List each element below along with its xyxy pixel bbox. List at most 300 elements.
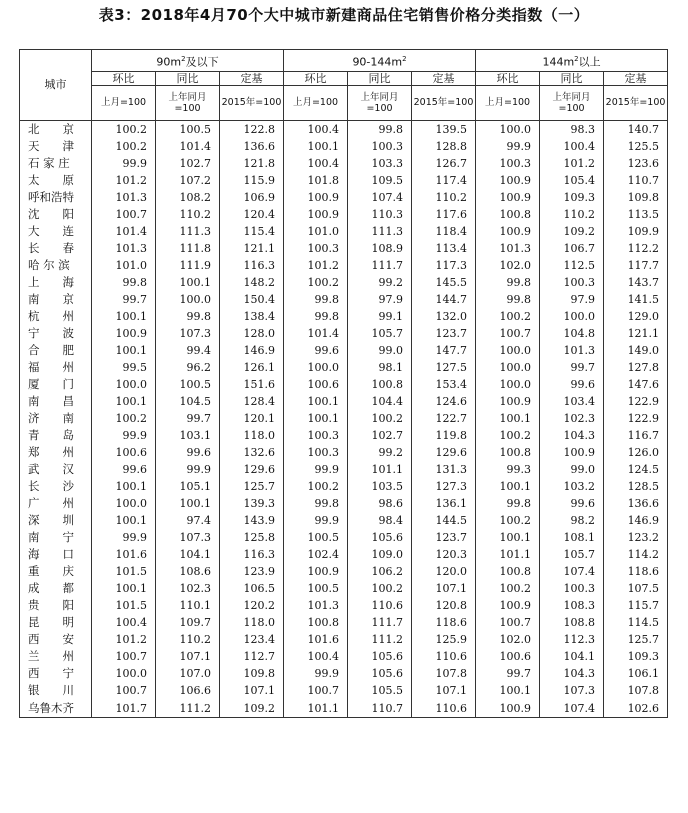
index-value: 104.5 [156,393,220,410]
index-value: 110.2 [540,206,604,223]
index-value: 111.2 [156,699,220,718]
index-value: 109.3 [604,648,668,665]
index-value: 98.2 [540,512,604,529]
index-value: 102.6 [604,699,668,718]
index-value: 100.5 [156,121,220,139]
city-name: 西 安 [20,631,92,648]
index-value: 125.7 [220,478,284,495]
index-value: 127.3 [412,478,476,495]
index-value: 107.4 [348,189,412,206]
index-value: 100.7 [92,682,156,699]
index-value: 100.1 [284,410,348,427]
index-value: 101.3 [284,597,348,614]
index-value: 121.1 [220,240,284,257]
index-value: 107.4 [540,699,604,718]
index-value: 100.7 [476,614,540,631]
index-value: 100.0 [92,665,156,682]
index-value: 104.3 [540,427,604,444]
index-value: 99.8 [284,495,348,512]
index-value: 124.6 [412,393,476,410]
index-value: 103.3 [348,155,412,172]
index-value: 118.4 [412,223,476,240]
index-value: 100.1 [476,682,540,699]
index-value: 100.4 [92,614,156,631]
index-value: 149.0 [604,342,668,359]
index-value: 140.7 [604,121,668,139]
index-value: 116.3 [220,546,284,563]
index-value: 105.7 [540,546,604,563]
index-value: 100.9 [476,189,540,206]
index-value: 100.2 [284,274,348,291]
index-value: 100.9 [540,444,604,461]
city-name: 上 海 [20,274,92,291]
price-index-table [19,49,668,718]
index-value: 125.9 [412,631,476,648]
index-value: 138.4 [220,308,284,325]
index-value: 107.1 [156,648,220,665]
city-name: 重 庆 [20,563,92,580]
index-value: 122.9 [604,410,668,427]
index-value: 117.4 [412,172,476,189]
index-value: 100.0 [92,376,156,393]
table-row [20,529,668,546]
index-value: 108.1 [540,529,604,546]
index-value: 114.5 [604,614,668,631]
index-value: 107.4 [540,563,604,580]
index-value: 100.4 [540,138,604,155]
index-value: 100.2 [476,308,540,325]
table-row [20,614,668,631]
index-value: 100.5 [284,529,348,546]
index-value: 107.3 [156,529,220,546]
index-value: 104.8 [540,325,604,342]
index-value: 102.4 [284,546,348,563]
index-value: 100.0 [540,308,604,325]
index-value: 99.8 [284,291,348,308]
city-column-header: 城市 [20,50,92,121]
index-value: 105.1 [156,478,220,495]
index-value: 100.8 [476,563,540,580]
index-value: 99.9 [92,155,156,172]
index-value: 108.8 [540,614,604,631]
index-value: 101.3 [92,240,156,257]
index-value: 100.2 [476,580,540,597]
index-value: 100.1 [156,274,220,291]
table-row [20,478,668,495]
index-value: 136.6 [604,495,668,512]
index-value: 101.2 [92,631,156,648]
index-value: 99.9 [284,461,348,478]
index-value: 100.1 [92,512,156,529]
index-value: 101.0 [284,223,348,240]
city-name: 合 肥 [20,342,92,359]
index-value: 102.3 [540,410,604,427]
index-value: 145.5 [412,274,476,291]
index-value: 97.4 [156,512,220,529]
index-value: 100.8 [348,376,412,393]
index-value: 99.2 [348,274,412,291]
index-value: 120.2 [220,597,284,614]
base-cell: 上年同月=100 [348,86,412,121]
index-value: 136.1 [412,495,476,512]
index-value: 120.8 [412,597,476,614]
index-value: 123.9 [220,563,284,580]
index-value: 121.1 [604,325,668,342]
index-value: 109.9 [604,223,668,240]
index-value: 100.0 [92,495,156,512]
index-value: 101.2 [92,172,156,189]
index-value: 99.8 [92,274,156,291]
city-name: 沈 阳 [20,206,92,223]
index-value: 99.9 [156,461,220,478]
table-row [20,291,668,308]
index-value: 104.3 [540,665,604,682]
index-value: 143.7 [604,274,668,291]
index-value: 117.7 [604,257,668,274]
city-name: 厦 门 [20,376,92,393]
index-value: 101.4 [284,325,348,342]
index-value: 112.7 [220,648,284,665]
index-value: 100.2 [348,580,412,597]
index-value: 100.1 [156,495,220,512]
index-value: 101.2 [540,155,604,172]
index-value: 100.7 [92,648,156,665]
group-header-144: $144m^2$以上 [476,50,668,72]
index-value: 100.2 [284,478,348,495]
subhead-cell: 同比 [348,72,412,86]
index-value: 123.6 [604,155,668,172]
index-value: 106.9 [220,189,284,206]
index-value: 105.6 [348,648,412,665]
table-row [20,189,668,206]
index-value: 117.3 [412,257,476,274]
index-value: 101.1 [284,699,348,718]
index-value: 124.5 [604,461,668,478]
index-value: 105.6 [348,665,412,682]
index-value: 107.1 [412,682,476,699]
index-value: 110.7 [604,172,668,189]
index-value: 100.9 [476,393,540,410]
index-value: 101.4 [156,138,220,155]
index-value: 143.9 [220,512,284,529]
index-value: 126.0 [604,444,668,461]
index-value: 99.9 [92,427,156,444]
group-header-90-144: $90-144m^2$ [284,50,476,72]
index-value: 110.1 [156,597,220,614]
index-value: 110.2 [156,631,220,648]
city-name: 成 都 [20,580,92,597]
index-value: 123.7 [412,325,476,342]
index-value: 117.6 [412,206,476,223]
subhead-cell: 环比 [92,72,156,86]
index-value: 109.8 [604,189,668,206]
table-row [20,580,668,597]
index-value: 99.9 [284,665,348,682]
table-row [20,308,668,325]
subhead-cell: 同比 [540,72,604,86]
table-row [20,325,668,342]
index-value: 99.8 [476,495,540,512]
index-value: 115.7 [604,597,668,614]
index-value: 99.7 [156,410,220,427]
index-value: 102.0 [476,631,540,648]
index-value: 127.5 [412,359,476,376]
index-value: 120.1 [220,410,284,427]
index-value: 110.2 [412,189,476,206]
city-name: 石 家 庄 [20,155,92,172]
table-row [20,240,668,257]
base-cell: 2015年=100 [604,86,668,121]
subhead-cell: 环比 [284,72,348,86]
base-cell: 上年同月=100 [540,86,604,121]
index-value: 101.4 [92,223,156,240]
table-row [20,359,668,376]
index-value: 99.7 [92,291,156,308]
index-value: 104.1 [540,648,604,665]
index-value: 128.5 [604,478,668,495]
index-value: 111.3 [348,223,412,240]
index-value: 100.1 [284,393,348,410]
index-value: 111.7 [348,614,412,631]
index-value: 100.9 [284,189,348,206]
index-value: 100.1 [92,342,156,359]
city-name: 青 岛 [20,427,92,444]
index-value: 110.6 [412,699,476,718]
index-value: 100.2 [476,512,540,529]
index-value: 108.9 [348,240,412,257]
index-value: 111.7 [348,257,412,274]
index-value: 109.2 [540,223,604,240]
index-value: 129.6 [220,461,284,478]
index-value: 101.7 [92,699,156,718]
index-value: 112.2 [604,240,668,257]
index-value: 102.3 [156,580,220,597]
index-value: 107.2 [156,172,220,189]
city-name: 杭 州 [20,308,92,325]
index-value: 99.8 [156,308,220,325]
index-value: 100.3 [476,155,540,172]
index-value: 103.2 [540,478,604,495]
table-row [20,597,668,614]
index-value: 118.0 [220,614,284,631]
index-value: 100.3 [540,274,604,291]
index-value: 110.6 [412,648,476,665]
index-value: 101.0 [92,257,156,274]
index-value: 144.5 [412,512,476,529]
city-name: 长 沙 [20,478,92,495]
index-value: 100.1 [92,393,156,410]
index-value: 107.3 [156,325,220,342]
index-value: 100.6 [476,648,540,665]
index-value: 151.6 [220,376,284,393]
index-value: 129.0 [604,308,668,325]
index-value: 99.9 [284,512,348,529]
city-name: 南 宁 [20,529,92,546]
subhead-cell: 环比 [476,72,540,86]
index-value: 99.6 [92,461,156,478]
index-value: 100.2 [92,410,156,427]
table-row [20,121,668,139]
table-row [20,342,668,359]
index-value: 103.4 [540,393,604,410]
index-value: 100.1 [476,478,540,495]
index-value: 103.1 [156,427,220,444]
index-value: 106.2 [348,563,412,580]
index-value: 100.5 [284,580,348,597]
index-value: 108.2 [156,189,220,206]
index-value: 100.2 [476,427,540,444]
index-value: 153.4 [412,376,476,393]
index-value: 100.9 [92,325,156,342]
index-value: 100.1 [284,138,348,155]
index-value: 113.5 [604,206,668,223]
index-value: 121.8 [220,155,284,172]
table-row [20,155,668,172]
index-value: 100.6 [284,376,348,393]
index-value: 107.8 [604,682,668,699]
index-value: 139.3 [220,495,284,512]
index-value: 146.9 [604,512,668,529]
index-value: 100.2 [348,410,412,427]
city-name: 哈 尔 滨 [20,257,92,274]
index-value: 100.0 [476,376,540,393]
index-value: 101.1 [476,546,540,563]
index-value: 100.6 [92,444,156,461]
index-value: 128.0 [220,325,284,342]
index-value: 104.4 [348,393,412,410]
table-row [20,495,668,512]
index-value: 100.9 [284,563,348,580]
index-value: 102.7 [156,155,220,172]
index-value: 116.3 [220,257,284,274]
index-value: 98.3 [540,121,604,139]
index-value: 105.4 [540,172,604,189]
index-value: 99.7 [540,359,604,376]
index-value: 100.9 [476,597,540,614]
index-value: 97.9 [540,291,604,308]
index-value: 119.8 [412,427,476,444]
subhead-cell: 同比 [156,72,220,86]
city-name: 银 川 [20,682,92,699]
city-name: 广 州 [20,495,92,512]
index-value: 99.6 [284,342,348,359]
index-value: 101.6 [284,631,348,648]
index-value: 115.4 [220,223,284,240]
city-name: 呼和浩特 [20,189,92,206]
index-value: 109.7 [156,614,220,631]
index-value: 128.4 [220,393,284,410]
index-value: 111.8 [156,240,220,257]
table-row [20,682,668,699]
index-value: 101.6 [92,546,156,563]
index-value: 122.9 [604,393,668,410]
index-value: 107.5 [604,580,668,597]
table-row [20,172,668,189]
table-row [20,427,668,444]
index-value: 116.7 [604,427,668,444]
index-value: 99.0 [348,342,412,359]
index-value: 100.0 [284,359,348,376]
city-name: 西 宁 [20,665,92,682]
index-value: 111.2 [348,631,412,648]
index-value: 105.5 [348,682,412,699]
index-value: 100.4 [284,121,348,139]
index-value: 101.5 [92,597,156,614]
index-value: 148.2 [220,274,284,291]
index-value: 150.4 [220,291,284,308]
city-name: 海 口 [20,546,92,563]
city-name: 郑 州 [20,444,92,461]
index-value: 109.0 [348,546,412,563]
table-row [20,223,668,240]
city-name: 长 春 [20,240,92,257]
index-value: 99.6 [540,495,604,512]
index-value: 100.1 [92,478,156,495]
index-value: 144.7 [412,291,476,308]
table-row [20,257,668,274]
index-value: 122.7 [412,410,476,427]
index-value: 100.0 [476,342,540,359]
index-value: 106.6 [156,682,220,699]
index-value: 120.4 [220,206,284,223]
city-name: 武 汉 [20,461,92,478]
index-value: 111.3 [156,223,220,240]
index-value: 125.5 [604,138,668,155]
index-value: 107.1 [412,580,476,597]
index-value: 118.6 [604,563,668,580]
city-name: 昆 明 [20,614,92,631]
index-value: 101.3 [476,240,540,257]
index-value: 100.8 [476,206,540,223]
index-value: 100.1 [92,308,156,325]
index-value: 107.3 [540,682,604,699]
index-value: 99.4 [156,342,220,359]
index-value: 146.9 [220,342,284,359]
index-value: 100.9 [476,699,540,718]
city-name: 南 京 [20,291,92,308]
index-value: 99.1 [348,308,412,325]
index-value: 105.6 [348,529,412,546]
index-value: 123.4 [220,631,284,648]
table-row [20,512,668,529]
group-header-90: $90m^2$及以下 [92,50,284,72]
city-name: 福 州 [20,359,92,376]
table-row [20,138,668,155]
city-name: 南 昌 [20,393,92,410]
table-row [20,631,668,648]
index-value: 100.7 [476,325,540,342]
index-value: 123.2 [604,529,668,546]
index-value: 100.4 [284,155,348,172]
index-value: 102.7 [348,427,412,444]
index-value: 141.5 [604,291,668,308]
index-value: 108.3 [540,597,604,614]
index-value: 100.9 [284,206,348,223]
index-value: 109.5 [348,172,412,189]
index-value: 99.8 [284,308,348,325]
table-row [20,444,668,461]
index-value: 100.9 [476,172,540,189]
index-value: 100.4 [284,648,348,665]
table-row [20,648,668,665]
table-row [20,699,668,718]
index-value: 147.6 [604,376,668,393]
index-value: 99.6 [540,376,604,393]
table-title: 表3：2018年4月70个大中城市新建商品住宅销售价格分类指数（一） [98,6,590,24]
index-value: 110.2 [156,206,220,223]
city-name: 贵 阳 [20,597,92,614]
index-value: 104.1 [156,546,220,563]
